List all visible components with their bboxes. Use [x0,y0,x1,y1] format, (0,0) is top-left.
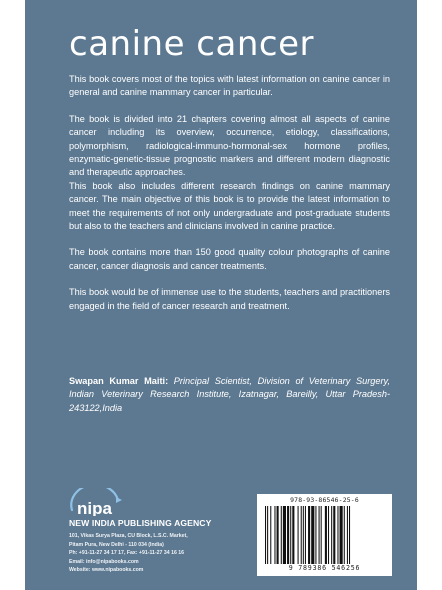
publisher-email: Email: info@nipabooks.com [69,558,139,565]
blurb-paragraph-4: The book contains more than 150 good quality colour photographs of canine cancer, cancer diagnosis and cancer treatments. [69,247,390,271]
isbn-number: 978-93-86546-25-6 [290,496,359,504]
address-line-1: 101, Vikas Surya Plaza, CU Block, L.S.C. Market, [69,533,188,539]
back-cover [25,0,417,590]
publisher-name: NEW INDIA PUBLISHING AGENCY [69,518,212,528]
book-title: canine cancer [69,24,314,64]
nipa-logo-text: nipa [77,499,112,516]
publisher-website: Website: www.nipabooks.com [69,567,144,574]
publisher-address [69,532,289,575]
address-line-2: Pitam Pura, New Delhi - 110 034 (India) [69,541,164,548]
author-affiliation: Principal Scientist, Division of Veterinary Surgery, Indian Veterinary Research Institute, Izatnagar, Bareilly, Uttar Pradesh-243122,India [69,376,390,413]
blurb-paragraph-5: This book would be of immense use to the students, teachers and practitioners engaged in the field of cancer research and treatment. [69,287,390,311]
blurb-paragraph-2: The book is divided into 21 chapters covering almost all aspects of canine cancer including its overview, occurrence, etiology, classifications, polymorphism, radiological-immuno-hormonal-sex hormone profiles, enzymatic-genetic-tissue prognostic markers and different modern diagnostic and therapeutic approaches. [69,113,390,178]
blurb-paragraph-1: This book covers most of the topics with latest information on canine cancer in general and canine mammary cancer in particular. [69,74,390,98]
barcode-digits: 9 789386 546256 [288,564,361,572]
nipa-logo-icon [69,488,127,516]
isbn-barcode [257,494,392,576]
barcode-bars-icon [265,506,383,564]
author-name: Swapan Kumar Maiti: [69,376,169,386]
blurb-paragraph-3: This book also includes different research findings on canine mammary cancer. The main objective of this book is to provide the latest information to meet the requirements of not only undergraduate and post-graduate students but also to the teachers and clinicians involved in canine practice. [69,180,390,232]
author-bio [69,375,390,415]
blurb [69,73,390,313]
publisher-phone: Ph: +91-11-27 34 17 17, Fax: +91-11-27 34 16 16 [69,550,185,557]
